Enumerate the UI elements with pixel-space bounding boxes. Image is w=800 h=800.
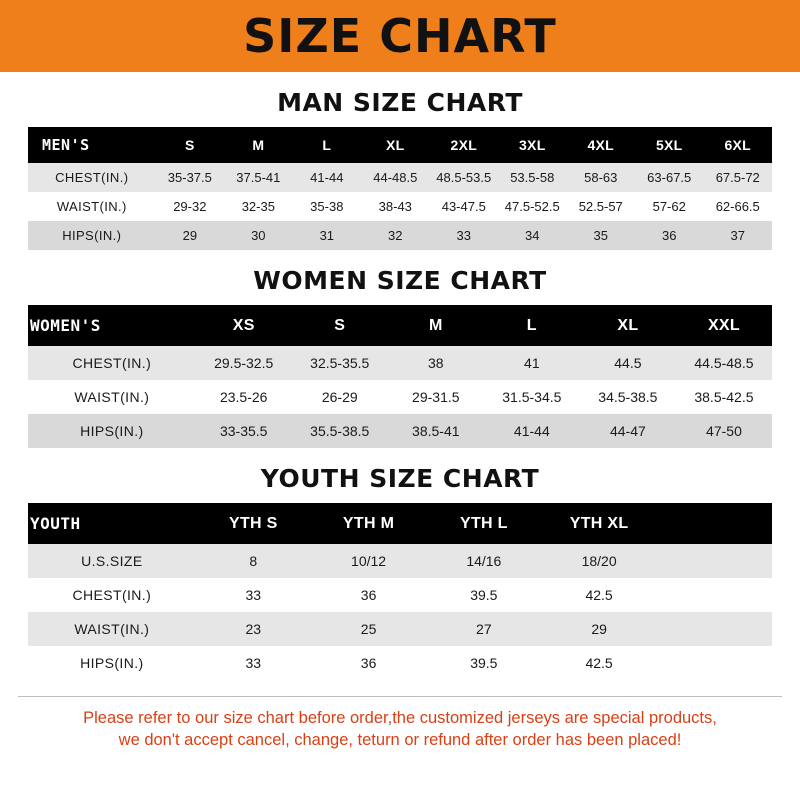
cell: 48.5-53.5 — [430, 163, 498, 192]
cell: 32 — [361, 221, 429, 250]
cell: 38.5-42.5 — [676, 380, 772, 414]
cell — [657, 612, 772, 646]
cell: 29-31.5 — [388, 380, 484, 414]
cell: 53.5-58 — [498, 163, 566, 192]
cell: 29.5-32.5 — [196, 346, 292, 380]
cell: 42.5 — [541, 578, 656, 612]
column-header-l: L — [484, 305, 580, 346]
table-row — [28, 221, 772, 250]
cell: 10/12 — [311, 544, 426, 578]
youth-size-table — [28, 503, 772, 680]
row-label-chest: CHEST(IN.) — [28, 163, 156, 192]
cell: 58-63 — [567, 163, 635, 192]
footer-note-line2: we don't accept cancel, change, teturn or refund after order has been placed! — [118, 731, 682, 750]
column-header-m: M — [388, 305, 484, 346]
cell — [657, 578, 772, 612]
row-label-hips: HIPS(IN.) — [28, 646, 196, 680]
column-header-xl: XL — [580, 305, 676, 346]
cell: 38.5-41 — [388, 414, 484, 448]
row-label-us-size: U.S.SIZE — [28, 544, 196, 578]
column-header-yth-l: YTH L — [426, 503, 541, 544]
cell: 35-38 — [293, 192, 361, 221]
cell: 67.5-72 — [703, 163, 772, 192]
row-label-chest: CHEST(IN.) — [28, 578, 196, 612]
cell: 38 — [388, 346, 484, 380]
cell: 47-50 — [676, 414, 772, 448]
section-title-youth: YOUTH SIZE CHART — [260, 464, 540, 493]
column-header-label: MEN'S — [28, 127, 156, 163]
cell: 62-66.5 — [703, 192, 772, 221]
cell: 57-62 — [635, 192, 703, 221]
table-row — [28, 578, 772, 612]
column-header-2xl: 2XL — [430, 127, 498, 163]
cell: 44.5 — [580, 346, 676, 380]
cell: 44-48.5 — [361, 163, 429, 192]
header-banner — [0, 0, 800, 72]
cell: 47.5-52.5 — [498, 192, 566, 221]
column-header-label: WOMEN'S — [28, 305, 196, 346]
column-header-s: S — [292, 305, 388, 346]
women-size-table — [28, 305, 772, 448]
cell: 27 — [426, 612, 541, 646]
cell: 36 — [311, 646, 426, 680]
cell: 23 — [196, 612, 311, 646]
table-row — [28, 380, 772, 414]
table-header-row — [28, 127, 772, 163]
column-header-yth-xl: YTH XL — [541, 503, 656, 544]
cell: 39.5 — [426, 578, 541, 612]
footer-note — [18, 696, 782, 752]
section-title-man: MAN SIZE CHART — [277, 88, 523, 117]
cell: 41 — [484, 346, 580, 380]
cell: 30 — [224, 221, 292, 250]
column-header-l: L — [293, 127, 361, 163]
cell: 35.5-38.5 — [292, 414, 388, 448]
row-label-waist: WAIST(IN.) — [28, 192, 156, 221]
cell: 42.5 — [541, 646, 656, 680]
row-label-waist: WAIST(IN.) — [28, 612, 196, 646]
table-row — [28, 414, 772, 448]
cell: 37.5-41 — [224, 163, 292, 192]
cell: 31.5-34.5 — [484, 380, 580, 414]
cell: 26-29 — [292, 380, 388, 414]
column-header-yth-s: YTH S — [196, 503, 311, 544]
cell: 38-43 — [361, 192, 429, 221]
section-youth — [0, 464, 800, 680]
section-title-women: WOMEN SIZE CHART — [253, 266, 547, 295]
cell: 44.5-48.5 — [676, 346, 772, 380]
cell: 8 — [196, 544, 311, 578]
cell: 29 — [156, 221, 224, 250]
cell: 41-44 — [293, 163, 361, 192]
row-label-hips: HIPS(IN.) — [28, 414, 196, 448]
section-women — [0, 266, 800, 448]
row-label-hips: HIPS(IN.) — [28, 221, 156, 250]
cell: 39.5 — [426, 646, 541, 680]
column-header-empty — [657, 503, 772, 544]
cell: 32.5-35.5 — [292, 346, 388, 380]
column-header-3xl: 3XL — [498, 127, 566, 163]
page-title: SIZE CHART — [243, 9, 557, 63]
cell: 25 — [311, 612, 426, 646]
cell: 23.5-26 — [196, 380, 292, 414]
row-label-chest: CHEST(IN.) — [28, 346, 196, 380]
cell: 14/16 — [426, 544, 541, 578]
column-header-xs: XS — [196, 305, 292, 346]
cell: 29 — [541, 612, 656, 646]
table-row — [28, 544, 772, 578]
cell: 31 — [293, 221, 361, 250]
column-header-xxl: XXL — [676, 305, 772, 346]
cell: 36 — [311, 578, 426, 612]
cell: 63-67.5 — [635, 163, 703, 192]
cell: 18/20 — [541, 544, 656, 578]
cell: 32-35 — [224, 192, 292, 221]
column-header-m: M — [224, 127, 292, 163]
cell: 41-44 — [484, 414, 580, 448]
column-header-5xl: 5XL — [635, 127, 703, 163]
cell: 33 — [196, 578, 311, 612]
cell: 33-35.5 — [196, 414, 292, 448]
cell — [657, 544, 772, 578]
table-row — [28, 646, 772, 680]
column-header-label: YOUTH — [28, 503, 196, 544]
cell — [657, 646, 772, 680]
column-header-yth-m: YTH M — [311, 503, 426, 544]
cell: 44-47 — [580, 414, 676, 448]
table-header-row — [28, 305, 772, 346]
cell: 35-37.5 — [156, 163, 224, 192]
column-header-6xl: 6XL — [703, 127, 772, 163]
cell: 36 — [635, 221, 703, 250]
cell: 34 — [498, 221, 566, 250]
table-row — [28, 192, 772, 221]
cell: 37 — [703, 221, 772, 250]
cell: 43-47.5 — [430, 192, 498, 221]
table-row — [28, 612, 772, 646]
man-size-table — [28, 127, 772, 250]
cell: 29-32 — [156, 192, 224, 221]
cell: 33 — [430, 221, 498, 250]
footer-note-line1: Please refer to our size chart before order,the customized jerseys are special products, — [83, 709, 717, 727]
table-row — [28, 346, 772, 380]
cell: 34.5-38.5 — [580, 380, 676, 414]
table-header-row — [28, 503, 772, 544]
cell: 35 — [567, 221, 635, 250]
column-header-s: S — [156, 127, 224, 163]
table-row — [28, 163, 772, 192]
column-header-xl: XL — [361, 127, 429, 163]
cell: 52.5-57 — [567, 192, 635, 221]
row-label-waist: WAIST(IN.) — [28, 380, 196, 414]
section-man — [0, 88, 800, 250]
cell: 33 — [196, 646, 311, 680]
column-header-4xl: 4XL — [567, 127, 635, 163]
